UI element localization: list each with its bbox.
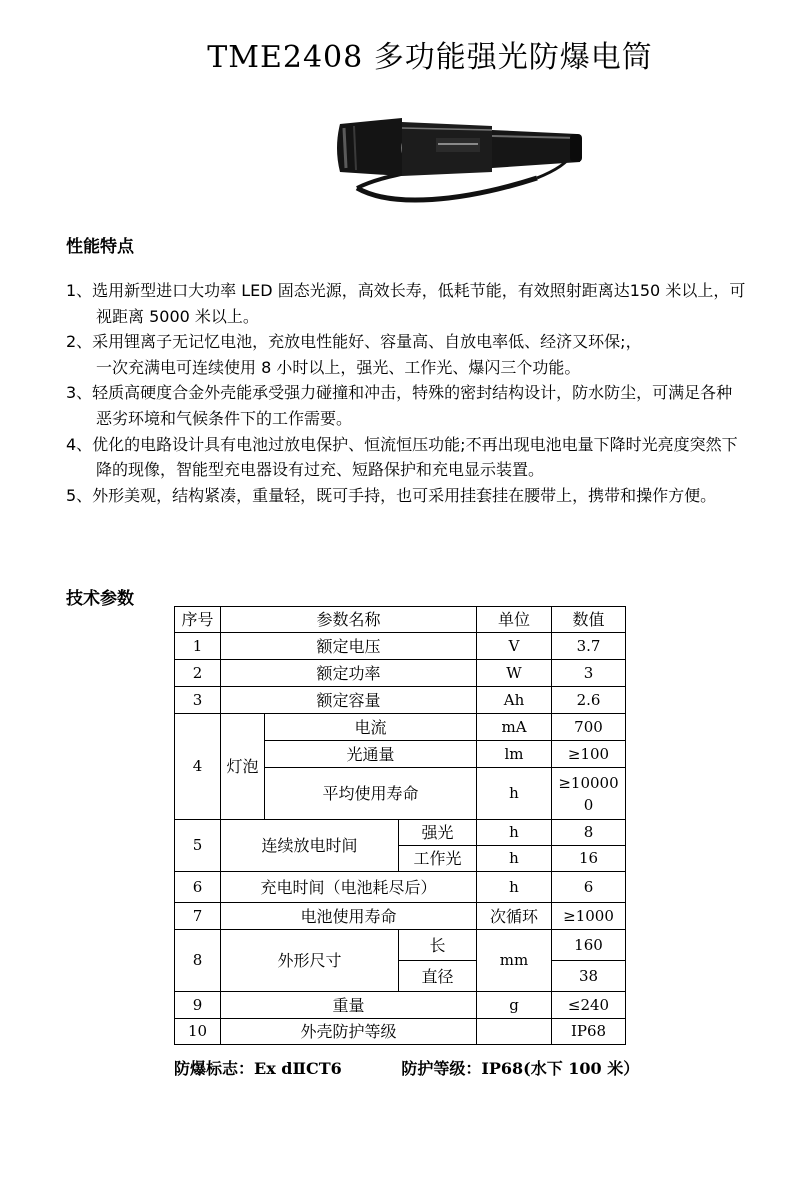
table-cell: 光通量 — [265, 741, 477, 768]
table-cell: 电池使用寿命 — [221, 903, 477, 930]
table-cell: V — [477, 633, 552, 660]
table-cell: mA — [477, 714, 552, 741]
table-row — [175, 633, 626, 660]
table-row — [175, 1019, 626, 1045]
table-cell: 3.7 — [552, 633, 626, 660]
table-row — [175, 820, 626, 846]
table-cell: 3 — [175, 687, 221, 714]
table-cell: 额定功率 — [221, 660, 477, 687]
table-cell: 充电时间（电池耗尽后） — [221, 872, 477, 903]
table-cell: 直径 — [399, 961, 477, 992]
table-cell: 强光 — [399, 820, 477, 846]
table-cell: 平均使用寿命 — [265, 768, 477, 820]
table-cell: 长 — [399, 930, 477, 961]
table-cell: 6 — [175, 872, 221, 903]
table-cell: 6 — [552, 872, 626, 903]
feature-item: 1、选用新型进口大功率 LED 固态光源，高效长寿，低耗节能，有效照射距离达150 米以上，可视距离 5000 米以上。 — [66, 281, 746, 326]
table-cell: h — [477, 768, 552, 820]
table-cell: lm — [477, 741, 552, 768]
page-title: TME2408 多功能强光防爆电筒 — [207, 40, 653, 75]
table-cell: 2.6 — [552, 687, 626, 714]
feature-item: 2、采用锂离子无记忆电池，充放电性能好、容量高、自放电率低、经济又环保;， — [66, 332, 642, 352]
explosion-proof-mark: 防爆标志：Ex dⅡCT6 — [174, 1059, 342, 1078]
table-cell: W — [477, 660, 552, 687]
header-cell: 数值 — [552, 607, 626, 633]
table-cell: 700 — [552, 714, 626, 741]
table-cell: 1 — [175, 633, 221, 660]
footer-line — [174, 1056, 694, 1079]
table-cell: 重量 — [221, 992, 477, 1019]
header-cell: 参数名称 — [221, 607, 477, 633]
table-cell: 9 — [175, 992, 221, 1019]
table-cell: g — [477, 992, 552, 1019]
table-cell: 连续放电时间 — [221, 820, 399, 872]
header-cell: 序号 — [175, 607, 221, 633]
table-cell: 16 — [552, 846, 626, 872]
table-cell: ≤240 — [552, 992, 626, 1019]
table-cell: 8 — [175, 930, 221, 992]
table-row — [175, 930, 626, 961]
table-cell: h — [477, 820, 552, 846]
table-cell: 8 — [552, 820, 626, 846]
protection-level: 防护等级：IP68(水下 100 米） — [401, 1059, 640, 1078]
feature-item: 3、轻质高硬度合金外壳能承受强力碰撞和冲击，特殊的密封结构设计，防水防尘，可满足各种恶劣环境和气候条件下的工作需要。 — [66, 383, 733, 428]
table-row — [175, 992, 626, 1019]
header-cell: 单位 — [477, 607, 552, 633]
table-cell: 额定电压 — [221, 633, 477, 660]
features-list — [66, 278, 746, 508]
table-cell: 10 — [175, 1019, 221, 1045]
table-cell: h — [477, 872, 552, 903]
table-cell: 3 — [552, 660, 626, 687]
table-cell: Ah — [477, 687, 552, 714]
feature-item: 一次充满电可连续使用 8 小时以上，强光、工作光、爆闪三个功能。 — [96, 357, 581, 377]
table-cell: h — [477, 846, 552, 872]
table-cell: 灯泡 — [221, 714, 265, 820]
table-cell: 外壳防护等级 — [221, 1019, 477, 1045]
table-cell: 次循环 — [477, 903, 552, 930]
table-header-row — [175, 607, 626, 633]
table-cell: 额定容量 — [221, 687, 477, 714]
table-cell: 4 — [175, 714, 221, 820]
feature-item: 5、外形美观，结构紧凑，重量轻，既可手持，也可采用挂套挂在腰带上，携带和操作方便。 — [66, 485, 717, 505]
table-row — [175, 687, 626, 714]
table-cell: 工作光 — [399, 846, 477, 872]
table-cell: ≥100 — [552, 741, 626, 768]
table-cell: 2 — [175, 660, 221, 687]
table-cell: 7 — [175, 903, 221, 930]
feature-item: 4、优化的电路设计具有电池过放电保护、恒流恒压功能;不再出现电池电量下降时光亮度突然下降的现像，智能型充电器设有过充、短路保护和充电显示装置。 — [66, 434, 738, 480]
table-row — [175, 714, 626, 741]
parameters-table — [174, 606, 626, 1045]
table-cell: 38 — [552, 961, 626, 992]
table-cell: ≥1000 — [552, 903, 626, 930]
table-cell: IP68 — [552, 1019, 626, 1045]
table-cell: 电流 — [265, 714, 477, 741]
table-cell — [477, 1019, 552, 1045]
table-row — [175, 903, 626, 930]
table-cell: ≥100000 — [552, 768, 626, 820]
table-cell: 5 — [175, 820, 221, 872]
table-row — [175, 660, 626, 687]
features-heading: 性能特点 — [66, 237, 134, 257]
table-cell: 外形尺寸 — [221, 930, 399, 992]
flashlight-photo — [332, 110, 592, 206]
table-cell: 160 — [552, 930, 626, 961]
params-heading: 技术参数 — [66, 589, 134, 609]
table-cell: mm — [477, 930, 552, 992]
table-row — [175, 872, 626, 903]
